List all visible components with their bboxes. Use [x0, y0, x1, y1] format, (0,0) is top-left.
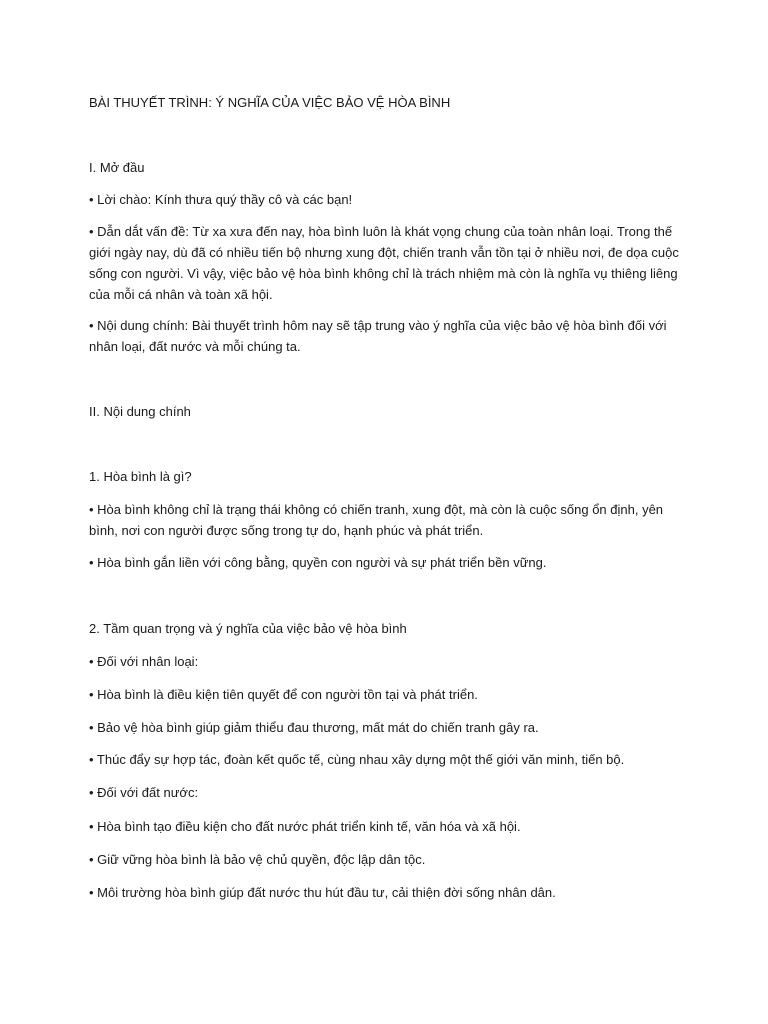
subheading-importance: 2. Tầm quan trọng và ý nghĩa của việc bảo vệ hòa bình [89, 621, 407, 636]
list-item-country: • Đối với đất nước: [89, 785, 199, 800]
section-heading-main: II. Nội dung chính [89, 404, 191, 419]
section-heading-intro: I. Mở đầu [89, 160, 145, 175]
paragraph-main-content: • Nội dung chính: Bài thuyết trình hôm nay sẽ tập trung vào ý nghĩa của việc bảo vệ hòa bình đối với nhân loại, đất nước và mỗi chúng ta. [89, 318, 667, 354]
paragraph-introduction: • Dẫn dắt vấn đề: Từ xa xưa đến nay, hòa bình luôn là khát vọng chung của toàn nhân loại. Trong thế giới ngày nay, dù đã có nhiều tiến bộ nhưng xung đột, chiến tranh vẫn tồn tại ở nhiều nơi, đe dọa cuộc sống con người. Vì vậy, việc bảo vệ hòa bình không chỉ là trách nhiệm mà còn là nghĩa vụ thiêng liêng của mỗi cá nhân và toàn xã hội. [89, 224, 679, 302]
paragraph-greeting: • Lời chào: Kính thưa quý thầy cô và các bạn! [89, 192, 353, 207]
list-item-country-1: • Hòa bình tạo điều kiện cho đất nước phát triển kinh tế, văn hóa và xã hội. [89, 819, 521, 834]
list-item-humanity-3: • Thúc đẩy sự hợp tác, đoàn kết quốc tế, cùng nhau xây dựng một thế giới văn minh, tiến bộ. [89, 752, 625, 767]
document-title: BÀI THUYẾT TRÌNH: Ý NGHĨA CỦA VIỆC BẢO VỆ HÒA BÌNH [89, 95, 451, 110]
paragraph-peace-definition: • Hòa bình không chỉ là trạng thái không có chiến tranh, xung đột, mà còn là cuộc sống ổn định, yên bình, nơi con người được sống trong tự do, hạnh phúc và phát triển. [89, 502, 664, 538]
list-item-humanity: • Đối với nhân loại: [89, 654, 199, 669]
list-item-humanity-1: • Hòa bình là điều kiện tiên quyết để con người tồn tại và phát triển. [89, 687, 478, 702]
subheading-what-is-peace: 1. Hòa bình là gì? [89, 469, 192, 484]
list-item-country-2: • Giữ vững hòa bình là bảo vệ chủ quyền, độc lập dân tộc. [89, 852, 426, 867]
paragraph-peace-link: • Hòa bình gắn liền với công bằng, quyền con người và sự phát triển bền vững. [89, 555, 547, 570]
list-item-humanity-2: • Bảo vệ hòa bình giúp giảm thiểu đau thương, mất mát do chiến tranh gây ra. [89, 720, 539, 735]
list-item-country-3: • Môi trường hòa bình giúp đất nước thu hút đầu tư, cải thiện đời sống nhân dân. [89, 885, 556, 900]
